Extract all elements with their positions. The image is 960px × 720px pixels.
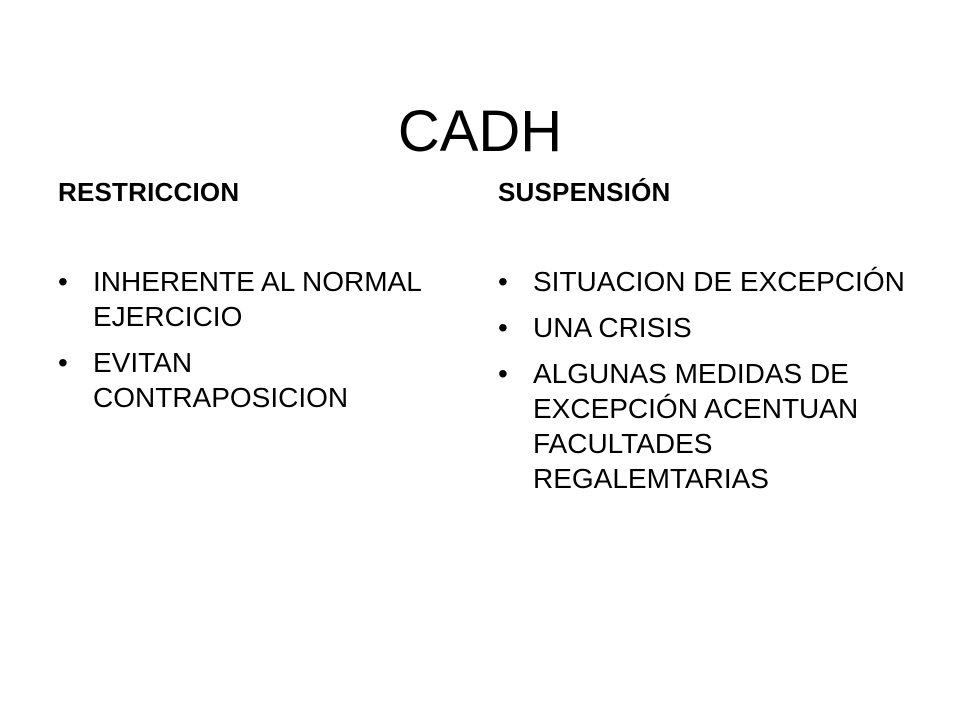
bullet-icon: • (58, 347, 68, 378)
suspension-heading: SUSPENSIÓN (498, 177, 671, 207)
bullet-text: UNA CRISIS (533, 312, 692, 343)
bullet-text: ALGUNAS MEDIDAS DE EXCEPCIÓN ACENTUAN FACULTADES REGALEMTARIAS (533, 358, 859, 494)
bullet-icon: • (498, 312, 508, 343)
bullet-icon: • (498, 358, 508, 389)
bullet-item (58, 345, 438, 415)
bullet-icon: • (58, 266, 68, 297)
restriccion-bullet-list (58, 264, 438, 415)
bullet-text: EVITAN CONTRAPOSICION (93, 347, 349, 413)
bullet-icon: • (498, 266, 508, 297)
bullet-item (498, 356, 918, 496)
restriccion-column (58, 172, 438, 426)
restriccion-heading: RESTRICCION (58, 177, 240, 207)
suspension-column (498, 172, 918, 507)
suspension-bullet-list (498, 264, 918, 496)
bullet-text: SITUACION DE EXCEPCIÓN (533, 266, 905, 297)
bullet-text: INHERENTE AL NORMAL EJERCICIO (93, 266, 421, 332)
bullet-item (498, 310, 918, 345)
bullet-item (498, 264, 918, 299)
bullet-item (58, 264, 438, 334)
slide-title: CADH (397, 98, 563, 164)
